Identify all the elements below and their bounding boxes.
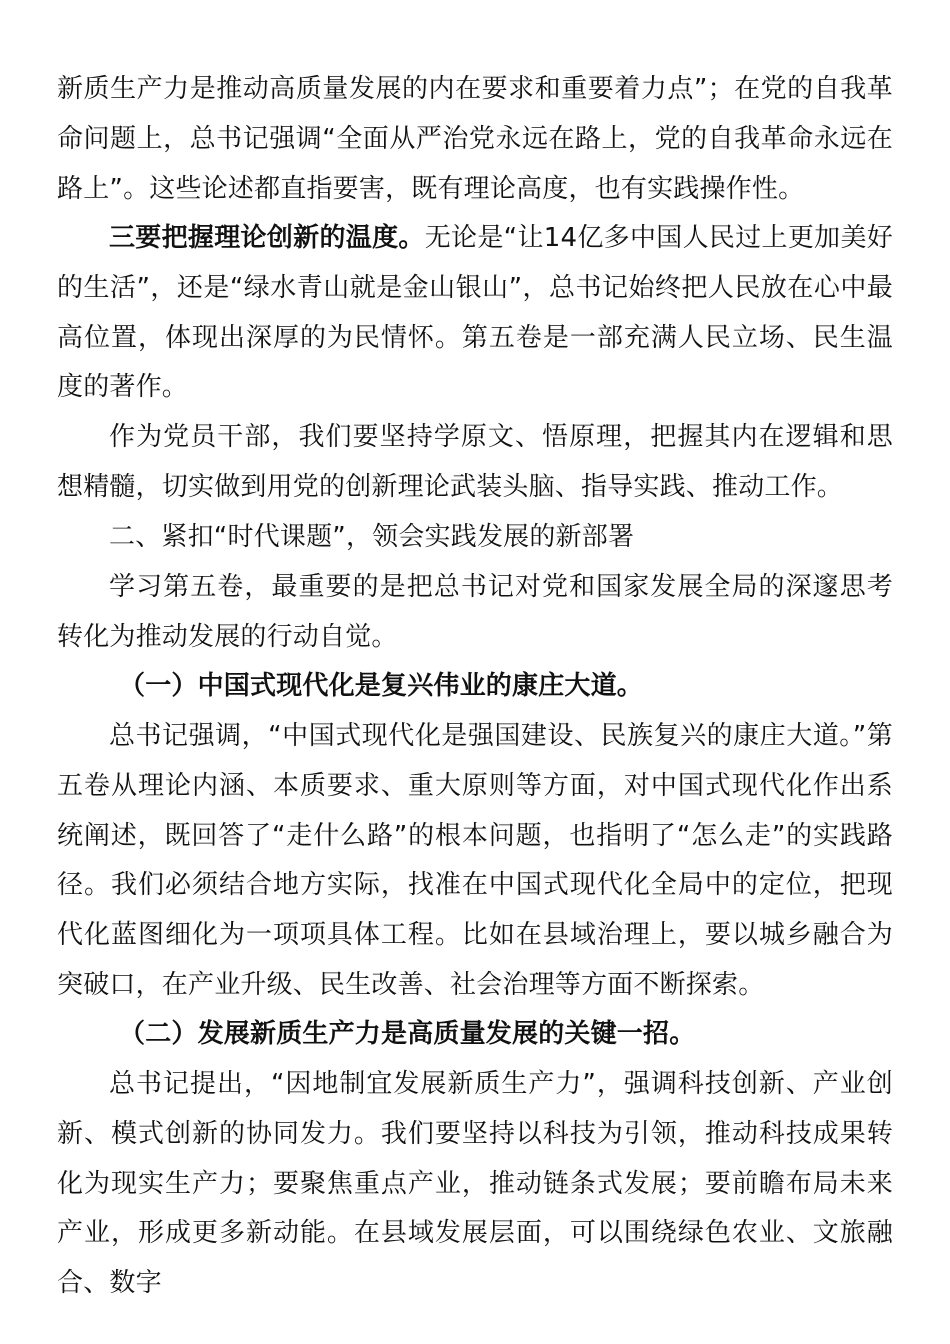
paragraph-study-volume: 学习第五卷，最重要的是把总书记对党和国家发展全局的深邃思考转化为推动发展的行动自觉。 [57, 572, 893, 652]
paragraph-party-members: 作为党员干部，我们要坚持学原文、悟原理，把握其内在逻辑和思想精髓，切实做到用党的创新理论武装头脑、指导实践、推动工作。 [57, 422, 893, 502]
subsection-heading-1: （一）中国式现代化是复兴伟业的康庄大道。 [119, 671, 644, 701]
paragraph-productivity: 总书记提出，“因地制宜发展新质生产力”，强调科技创新、产业创新、模式创新的协同发力。我们要坚持以科技为引领，推动科技成果转化为现实生产力；要聚焦重点产业，推动链条式发展；要前瞻布局未来产业，形成更多新动能。在县域发展层面，可以围绕绿色农业、文旅融合、数字 [57, 1069, 893, 1299]
paragraph-lead-bold: 三要把握理论创新的温度。 [109, 223, 425, 253]
section-heading-2: 二、紧扣“时代课题”，领会实践发展的新部署 [109, 522, 635, 552]
subsection-heading-2: （二）发展新质生产力是高质量发展的关键一招。 [119, 1019, 696, 1049]
paragraph-modernization: 总书记强调，“中国式现代化是强国建设、民族复兴的康庄大道。”第五卷从理论内涵、本质要求、重大原则等方面，对中国式现代化作出系统阐述，既回答了“走什么路”的根本问题，也指明了“怎么走”的实践路径。我们必须结合地方实际，找准在中国式现代化全局中的定位，把现代化蓝图细化为一项项具体工程。比如在县域治理上，要以城乡融合为突破口，在产业升级、民生改善、社会治理等方面不断探索。 [57, 721, 893, 1000]
paragraph-body: 无论是“让14亿多中国人民过上更加美好的生活”，还是“绿水青山就是金山银山”，总书记始终把人民放在心中最高位置，体现出深厚的为民情怀。第五卷是一部充满人民立场、民生温度的著作。 [57, 223, 894, 403]
paragraph-theory-warmth [57, 214, 893, 413]
paragraph-continuation: 新质生产力是推动高质量发展的内在要求和重要着力点”；在党的自我革命问题上，总书记强调“全面从严治党永远在路上，党的自我革命永远在路上”。这些论述都直指要害，既有理论高度，也有实践操作性。 [57, 74, 893, 204]
